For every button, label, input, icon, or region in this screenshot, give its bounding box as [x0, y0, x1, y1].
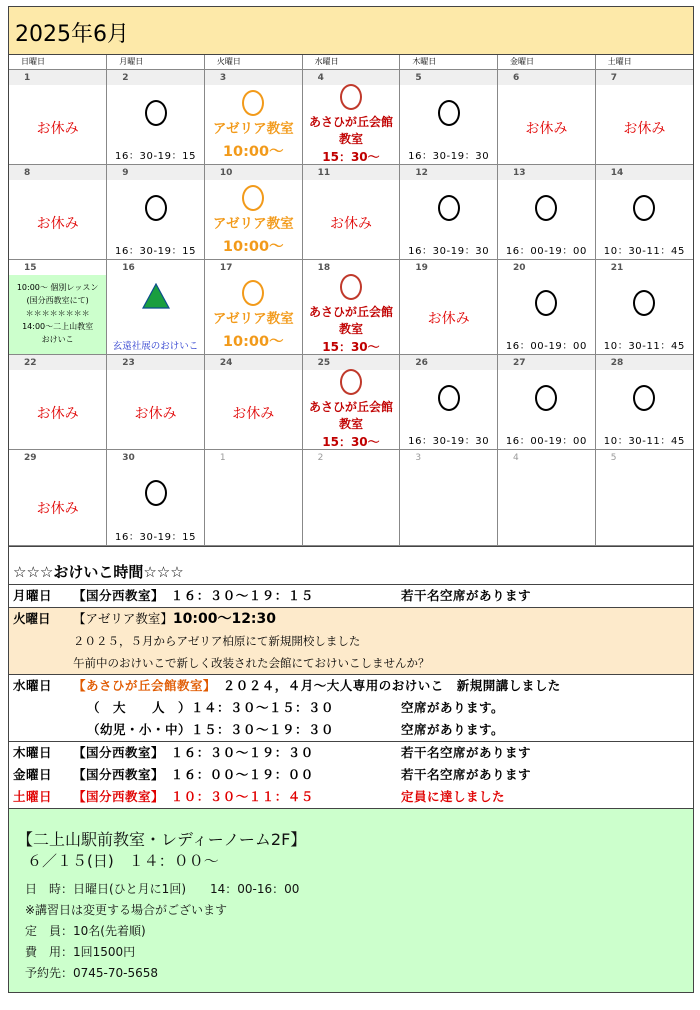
day-number: 16	[122, 262, 135, 273]
time: １６：３０～１９：３０	[170, 744, 314, 760]
lesson-time: 16：00-19：00	[505, 340, 587, 352]
event-note: 玄遠社展のおけいこ	[112, 340, 199, 352]
futakami-line: 費 用：1回1500円	[25, 944, 136, 959]
place-info	[73, 675, 561, 697]
tue-info: 午前中のおけいこで新しく改装された会館にておけいこしませんか？	[73, 655, 430, 670]
day-number: 28	[610, 357, 624, 368]
lesson-time: 16：30-19：15	[115, 245, 197, 257]
place-time	[73, 608, 276, 630]
schedule-thu-fri-sat	[9, 741, 693, 808]
futakami-line: 日 時：日曜日(ひと月に1回) 14：00-16：00	[25, 881, 300, 896]
asahi-label: あさひが丘会館	[308, 399, 393, 414]
place-time	[73, 585, 314, 607]
place-time	[73, 764, 314, 786]
futakami-line: ※講習日は変更する場合がございます	[25, 902, 228, 917]
open-circle-icon	[145, 100, 167, 126]
adult-time: （ 大 人 ）１４：３０～１５：３０	[87, 699, 335, 715]
day-cell	[204, 164, 302, 259]
asahi-label: あさひが丘会館	[308, 114, 393, 129]
day-number: 26	[415, 357, 428, 368]
rest-label: お休み	[232, 405, 275, 422]
day-number: 20	[513, 262, 526, 273]
lesson-time: 16：30-19：30	[408, 435, 490, 447]
wed-info: ２０２４，４月～大人専用のおけいこ 新規開講しました	[222, 677, 561, 693]
azalea-label: アゼリア教室	[212, 310, 294, 327]
day-number: 23	[122, 357, 135, 368]
day-number: 15	[24, 262, 37, 273]
note-line: 14:00～二上山教室	[22, 321, 94, 331]
day-cell	[9, 164, 107, 259]
day-number: 21	[610, 262, 624, 273]
day-cell	[595, 69, 693, 164]
futakami-line: 予約先：0745-70-5658	[25, 965, 159, 980]
week-row	[9, 449, 693, 545]
page-title: 2025年6月	[9, 7, 693, 55]
red-circle-icon	[340, 369, 362, 395]
weekday-thu: 木曜日	[400, 55, 498, 69]
week-row	[9, 164, 693, 259]
futakami-date: ６／１５(日) １４：００～	[27, 851, 219, 870]
rest-label: お休み	[36, 500, 79, 517]
day-number: 18	[317, 262, 331, 273]
lesson-time: 16：30-19：15	[115, 150, 197, 162]
asahi-label-2: 教室	[338, 321, 363, 336]
availability: 若干名空席があります	[401, 766, 532, 782]
rest-label: お休み	[427, 310, 470, 327]
day-number: 30	[122, 452, 135, 463]
open-circle-icon	[633, 195, 655, 221]
time: １６：００～１９：００	[170, 766, 314, 782]
day-cell	[107, 164, 205, 259]
day-number: 4	[317, 72, 324, 83]
schedule-heading: ☆☆☆おけいこ時間☆☆☆	[9, 546, 693, 584]
day-number: 3	[415, 452, 422, 463]
place: 【国分西教室】	[73, 587, 158, 603]
open-circle-icon	[633, 385, 655, 411]
day-number: 6	[513, 72, 520, 83]
day-cell	[595, 164, 693, 259]
day-cell	[498, 259, 596, 354]
day-label: 金曜日	[13, 766, 53, 782]
weekday-sun: 日曜日	[9, 55, 107, 69]
day-number: 12	[415, 167, 428, 178]
day-cell-next-month	[204, 449, 302, 545]
day-number: 2	[122, 72, 129, 83]
rest-label: お休み	[623, 120, 666, 137]
open-circle-icon	[535, 385, 557, 411]
place: 【国分西教室】	[73, 766, 158, 782]
day-label: 土曜日	[13, 788, 53, 804]
asahi-label-2: 教室	[338, 131, 363, 146]
weekday-fri: 金曜日	[498, 55, 596, 69]
day-number: 22	[24, 357, 37, 368]
day-number: 1	[219, 452, 226, 463]
day-label: 水曜日	[13, 677, 53, 693]
week-row	[9, 354, 693, 449]
day-label: 木曜日	[13, 744, 53, 760]
day-cell	[204, 69, 302, 164]
open-circle-icon	[633, 290, 655, 316]
day-label: 月曜日	[13, 587, 53, 603]
day-number: 25	[317, 357, 331, 368]
lesson-time: 16：00-19：00	[505, 435, 587, 447]
schedule-wed	[9, 674, 693, 741]
open-circle-icon	[438, 385, 460, 411]
day-number: 8	[24, 167, 31, 178]
day-number: 7	[610, 72, 617, 83]
lesson-time: 16：00-19：00	[505, 245, 587, 257]
place-time	[73, 742, 314, 764]
weekday-tue: 火曜日	[204, 55, 302, 69]
rest-label: お休み	[525, 120, 568, 137]
azalea-label: アゼリア教室	[212, 120, 294, 137]
day-cell	[498, 164, 596, 259]
day-cell	[302, 69, 400, 164]
day-cell	[400, 354, 498, 449]
day-number: 17	[219, 262, 233, 273]
azalea-time: 10:00～	[222, 238, 284, 255]
day-number: 3	[219, 72, 227, 83]
futakami-title: 【二上山駅前教室・レディーノーム2F】	[17, 829, 307, 849]
day-cell	[9, 354, 107, 449]
weekday-mon: 月曜日	[107, 55, 205, 69]
asahi-time: 15：30～	[322, 434, 380, 449]
day-cell	[107, 354, 205, 449]
day-number: 2	[317, 452, 324, 463]
day-cell	[302, 164, 400, 259]
asahi-label-2: 教室	[338, 416, 363, 431]
day-cell	[302, 259, 400, 354]
day-cell-next-month	[498, 449, 596, 545]
azalea-time: 10:00～	[222, 143, 284, 160]
futakami-line: 定 員：10名(先着順)	[25, 923, 146, 938]
place: 【国分西教室】	[73, 788, 158, 804]
orange-circle-icon	[242, 90, 264, 116]
time: １６：３０～１９：１５	[170, 587, 314, 603]
availability: 若干名空席があります	[401, 587, 532, 603]
day-cell	[400, 259, 498, 354]
rest-label: お休み	[36, 215, 79, 232]
asahi-label: あさひが丘会館	[308, 304, 393, 319]
day-cell	[9, 259, 107, 354]
time: 10:00～12:30	[172, 610, 277, 627]
lesson-time: 16：30-19：30	[408, 150, 490, 162]
week-row	[9, 259, 693, 354]
place: 【あさひが丘会館教室】	[73, 677, 210, 693]
orange-circle-icon	[242, 185, 264, 211]
day-cell	[107, 449, 205, 545]
day-cell	[204, 259, 302, 354]
weekday-sat: 土曜日	[595, 55, 693, 69]
note-line: 10:00～ 個別レッスン	[16, 282, 99, 292]
place: 【アゼリア教室】	[73, 610, 173, 626]
day-number: 5	[415, 72, 422, 83]
orange-circle-icon	[242, 280, 264, 306]
day-cell	[302, 354, 400, 449]
note-line: (国分西教室にて)	[26, 295, 89, 305]
weekday-wed: 水曜日	[302, 55, 400, 69]
schedule-tue	[9, 607, 693, 674]
day-cell-next-month	[595, 449, 693, 545]
note-line: おけいこ	[41, 334, 74, 344]
day-number: 11	[317, 167, 331, 178]
day-cell	[107, 259, 205, 354]
weekday-header	[9, 55, 693, 69]
day-cell	[498, 69, 596, 164]
rest-label: お休み	[134, 405, 177, 422]
open-circle-icon	[145, 195, 167, 221]
availability: 空席があります。	[401, 721, 505, 737]
day-cell	[107, 69, 205, 164]
rest-label: お休み	[329, 215, 372, 232]
note-line: ＊＊＊＊＊＊＊＊	[25, 308, 90, 318]
availability: 定員に達しました	[401, 788, 506, 804]
calendar	[9, 55, 693, 546]
day-cell	[595, 259, 693, 354]
child-time: （幼児・小・中）１５：３０～１９：３０	[87, 721, 335, 737]
day-label: 火曜日	[13, 610, 51, 626]
day-number: 5	[610, 452, 617, 463]
place: 【国分西教室】	[73, 744, 158, 760]
red-circle-icon	[340, 274, 362, 300]
rest-label: お休み	[36, 405, 79, 422]
day-cell	[9, 69, 107, 164]
day-cell-next-month	[400, 449, 498, 545]
day-cell-next-month	[302, 449, 400, 545]
place-time	[73, 786, 314, 808]
open-circle-icon	[438, 100, 460, 126]
lesson-time: 10：30-11：45	[603, 435, 685, 447]
day-cell	[400, 69, 498, 164]
schedule-mon	[9, 584, 693, 607]
day-number: 1	[24, 72, 31, 83]
asahi-time: 15：30～	[322, 339, 380, 354]
lesson-time: 16：30-19：15	[115, 531, 197, 543]
rest-label: お休み	[36, 120, 79, 137]
lesson-time: 10：30-11：45	[603, 340, 685, 352]
azalea-time: 10:00～	[222, 333, 284, 350]
red-circle-icon	[340, 84, 362, 110]
day-number: 10	[219, 167, 233, 178]
day-number: 24	[219, 357, 233, 368]
day-cell	[595, 354, 693, 449]
azalea-label: アゼリア教室	[212, 215, 294, 232]
day-number: 27	[513, 357, 526, 368]
open-circle-icon	[535, 195, 557, 221]
day-number: 19	[415, 262, 428, 273]
asahi-time: 15：30～	[322, 149, 380, 164]
triangle-icon	[142, 283, 170, 309]
day-number: 9	[122, 167, 129, 178]
availability: 若干名空席があります	[401, 744, 532, 760]
day-cell	[400, 164, 498, 259]
open-circle-icon	[438, 195, 460, 221]
availability: 空席があります。	[401, 699, 505, 715]
time: １０：３０～１１：４５	[170, 788, 314, 804]
lesson-time: 10：30-11：45	[603, 245, 685, 257]
day-cell	[204, 354, 302, 449]
day-cell	[9, 449, 107, 545]
day-number: 4	[513, 452, 519, 463]
tue-info: ２０２５，５月からアゼリア柏原にて新規開校しました	[73, 633, 361, 648]
day-number: 13	[513, 167, 526, 178]
open-circle-icon	[535, 290, 557, 316]
week-row	[9, 69, 693, 164]
day-cell	[498, 354, 596, 449]
schedule-frame	[8, 6, 694, 993]
lesson-time: 16：30-19：30	[408, 245, 490, 257]
futakami-info	[9, 808, 693, 992]
day-number: 29	[24, 452, 37, 463]
day-number: 14	[610, 167, 624, 178]
open-circle-icon	[145, 480, 167, 506]
